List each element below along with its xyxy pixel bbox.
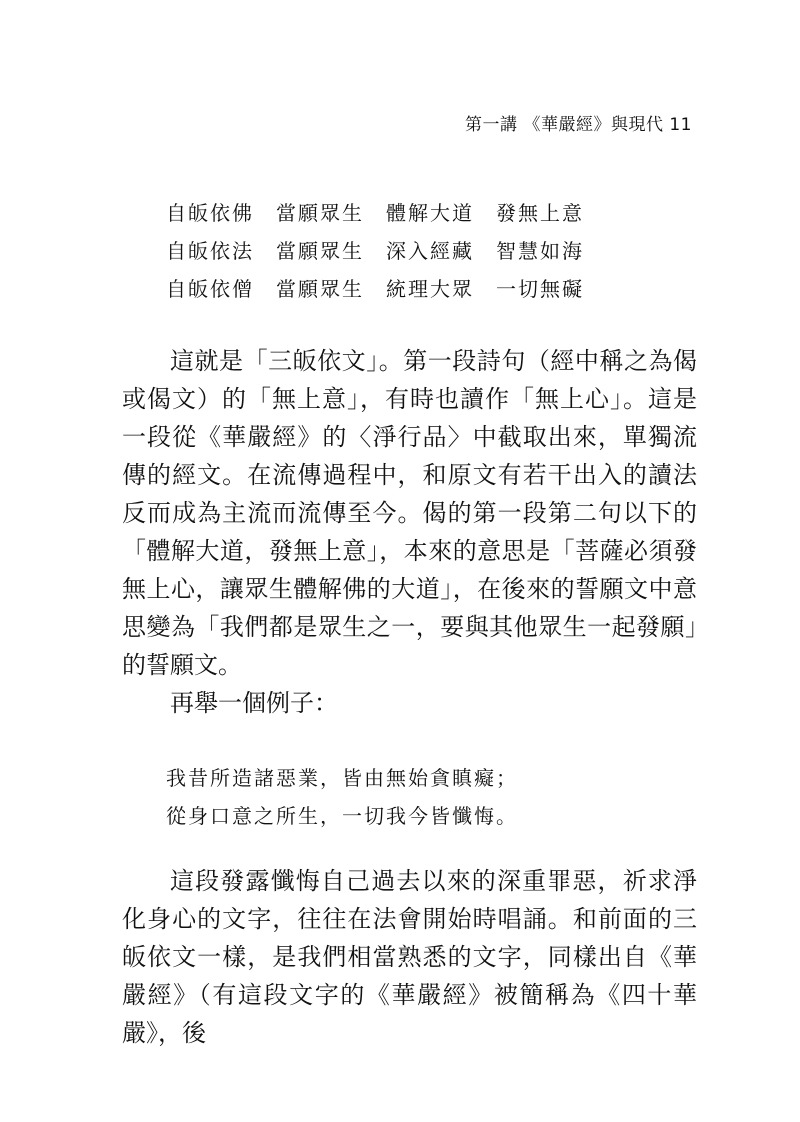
paragraph: 再舉一個例子： bbox=[170, 689, 338, 717]
verse-line: 從身口意之所生，一切我今皆懺悔。 bbox=[166, 804, 518, 828]
verse-repentance bbox=[166, 759, 518, 835]
running-head: 第一講 《華嚴經》與現代 11 bbox=[465, 115, 692, 135]
body-text-2 bbox=[122, 862, 697, 1052]
paragraph: 這段發露懺悔自己過去以來的深重罪惡，祈求淨化身心的文字，往往在法會開始時唱誦。和前面的三皈依文一樣，是我們相當熟悉的文字，同樣出自《華嚴經》（有這段文字的《華嚴經》被簡稱為《四十華嚴》，後 bbox=[122, 867, 697, 1047]
verse-line: 自皈依僧 當願眾生 統理大眾 一切無礙 bbox=[166, 277, 584, 301]
body-text-1 bbox=[122, 342, 697, 722]
verse-line: 自皈依法 當願眾生 深入經藏 智慧如海 bbox=[166, 239, 584, 263]
verse-line: 自皈依佛 當願眾生 體解大道 發無上意 bbox=[166, 201, 584, 225]
paragraph: 這就是「三皈依文」。第一段詩句（經中稱之為偈或偈文）的「無上意」，有時也讀作「無上心」。這是一段從《華嚴經》的〈淨行品〉中截取出來，單獨流傳的經文。在流傳過程中，和原文有若干出入的讀法反而成為主流而流傳至今。偈的第一段第二句以下的「體解大道，發無上意」，本來的意思是「菩薩必須發無上心，讓眾生體解佛的大道」，在後來的誓願文中意思變為「我們都是眾生之一，要與其他眾生一起發願」的誓願文。 bbox=[122, 347, 697, 679]
verse-line: 我昔所造諸惡業，皆由無始貪瞋癡； bbox=[166, 766, 518, 790]
verse-refuge bbox=[166, 194, 584, 308]
